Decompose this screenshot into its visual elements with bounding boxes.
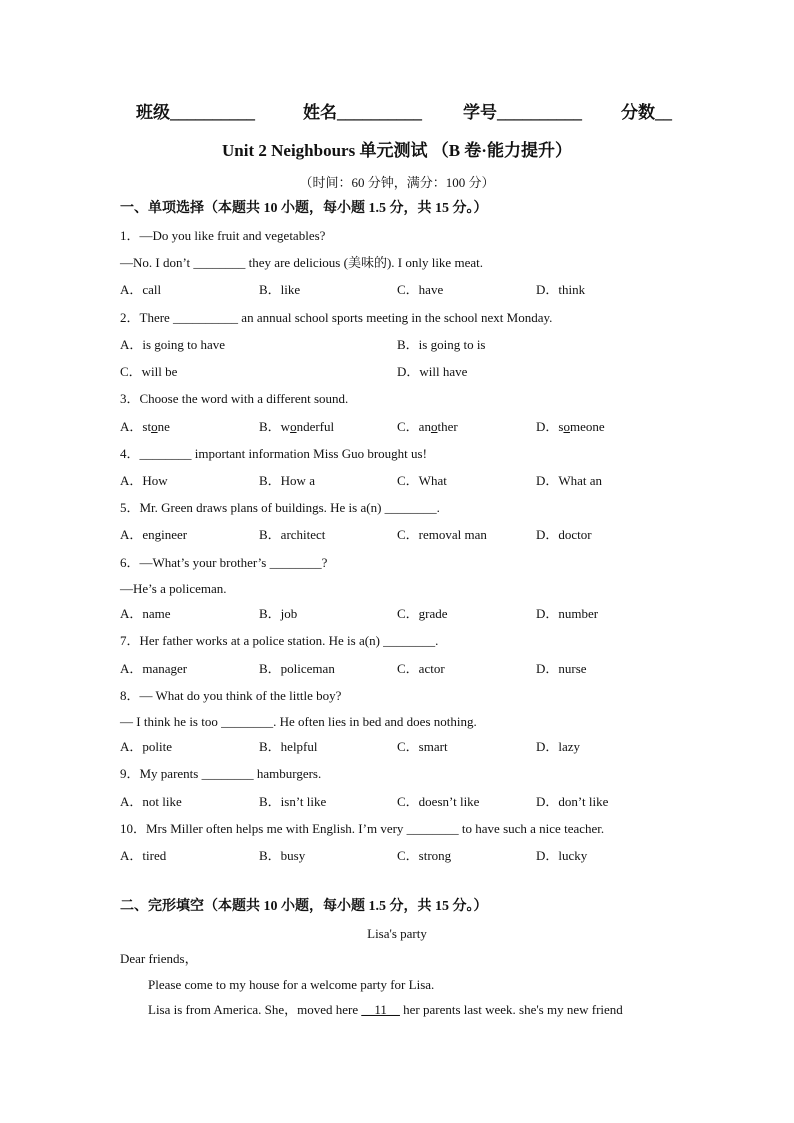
q3-option-c[interactable]: C．another	[397, 419, 458, 434]
q2-option-b[interactable]: B．is going to is	[397, 337, 486, 352]
question-8-stem: 8．— What do you think of the little boy?	[120, 688, 342, 703]
q8-option-c[interactable]: C．smart	[397, 739, 448, 754]
q2-option-a[interactable]: A．is going to have	[120, 337, 226, 352]
q3-option-b[interactable]: B．wonderful	[259, 419, 335, 434]
question-6-stem: 6．—What’s your brother’s ________?	[120, 555, 328, 570]
q3-option-d[interactable]: D．someone	[536, 419, 605, 434]
passage-line-1: Please come to my house for a welcome party for Lisa.	[148, 977, 435, 992]
q8-option-d[interactable]: D．lazy	[536, 739, 581, 754]
question-7-stem: 7．Her father works at a police station. He is a(n) ________.	[120, 633, 439, 648]
section1-heading: 一、单项选择（本题共 10 小题，每小题 1.5 分，共 15 分。）	[120, 201, 488, 216]
q1-option-c[interactable]: C．have	[397, 282, 444, 297]
question-10-stem: 10．Mrs Miller often helps me with English. I’m very ________ to have such a nice teacher.	[120, 821, 605, 836]
q10-option-b[interactable]: B．busy	[259, 848, 306, 863]
passage-greeting: Dear friends，	[120, 951, 198, 966]
q8-option-a[interactable]: A．polite	[120, 739, 172, 754]
q9-option-d[interactable]: D．don’t like	[536, 794, 609, 809]
question-1-stem-2: —No. I don’t ________ they are delicious (美味的). I only like meat.	[120, 255, 483, 270]
blank-11[interactable]: __11__	[361, 1002, 400, 1017]
question-3-stem: 3．Choose the word with a different sound.	[120, 391, 349, 406]
question-5-stem: 5．Mr. Green draws plans of buildings. He is a(n) ________.	[120, 500, 440, 515]
q4-option-b[interactable]: B．How a	[259, 473, 315, 488]
q1-option-d[interactable]: D．think	[536, 282, 586, 297]
question-4-stem: 4．________ important information Miss Guo brought us!	[120, 446, 427, 461]
q3-option-a[interactable]: A．stone	[120, 419, 170, 434]
section2-heading: 二、完形填空（本题共 10 小题，每小题 1.5 分，共 15 分。）	[120, 899, 488, 914]
score-field[interactable]: 分数__	[621, 103, 672, 122]
question-1-stem: 1．—Do you like fruit and vegetables?	[120, 228, 326, 243]
q2-option-c[interactable]: C．will be	[120, 364, 178, 379]
q2-option-d[interactable]: D．will have	[397, 364, 468, 379]
q10-option-a[interactable]: A．tired	[120, 848, 167, 863]
q4-option-d[interactable]: D．What an	[536, 473, 603, 488]
exam-subtitle: （时间：60 分钟，满分：100 分）	[299, 175, 495, 190]
q6-option-b[interactable]: B．job	[259, 606, 298, 621]
q6-option-d[interactable]: D．number	[536, 606, 599, 621]
q7-option-b[interactable]: B．policeman	[259, 661, 335, 676]
q4-option-a[interactable]: A．How	[120, 473, 168, 488]
q6-option-c[interactable]: C．grade	[397, 606, 448, 621]
passage-line-2: Lisa is from America. She，moved here __11__ her parents last week. she's my new friend	[148, 1002, 623, 1017]
q7-option-a[interactable]: A．manager	[120, 661, 188, 676]
exam-title: Unit 2 Neighbours 单元测试 （B 卷·能力提升）	[222, 141, 572, 160]
q1-option-b[interactable]: B．like	[259, 282, 301, 297]
q10-option-c[interactable]: C．strong	[397, 848, 452, 863]
q9-option-c[interactable]: C．doesn’t like	[397, 794, 480, 809]
q6-option-a[interactable]: A．name	[120, 606, 171, 621]
q1-option-a[interactable]: A．call	[120, 282, 162, 297]
q4-option-c[interactable]: C．What	[397, 473, 447, 488]
q9-option-a[interactable]: A．not like	[120, 794, 182, 809]
question-2-stem: 2．There __________ an annual school sports meeting in the school next Monday.	[120, 310, 553, 325]
q8-option-b[interactable]: B．helpful	[259, 739, 318, 754]
passage-title: Lisa's party	[367, 926, 427, 941]
name-field[interactable]: 姓名__________	[303, 103, 422, 122]
q10-option-d[interactable]: D．lucky	[536, 848, 588, 863]
q5-option-a[interactable]: A．engineer	[120, 527, 188, 542]
q5-option-c[interactable]: C．removal man	[397, 527, 487, 542]
q5-option-b[interactable]: B．architect	[259, 527, 326, 542]
q5-option-d[interactable]: D．doctor	[536, 527, 592, 542]
class-field[interactable]: 班级__________	[136, 103, 255, 122]
question-8-stem-2: — I think he is too ________. He often lies in bed and does nothing.	[120, 714, 477, 729]
question-6-stem-2: —He’s a policeman.	[120, 581, 227, 596]
question-9-stem: 9．My parents ________ hamburgers.	[120, 766, 322, 781]
q7-option-d[interactable]: D．nurse	[536, 661, 587, 676]
q9-option-b[interactable]: B．isn’t like	[259, 794, 327, 809]
student-id-field[interactable]: 学号__________	[463, 103, 582, 122]
q7-option-c[interactable]: C．actor	[397, 661, 445, 676]
